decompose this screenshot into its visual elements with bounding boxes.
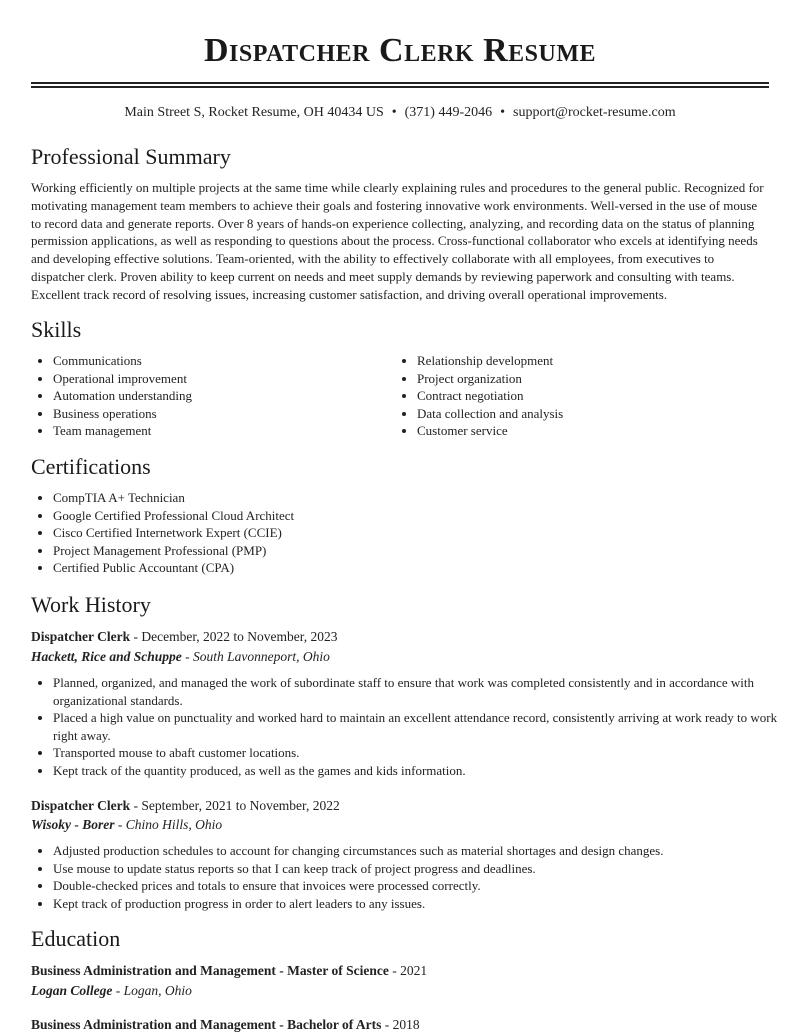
title-divider-bottom (31, 86, 769, 88)
skill-item: • Communications (53, 352, 413, 370)
job-bullet: • Placed a high value on punctuality and worked hard to maintain an excellent attendance record, consistently arriving at work ready to work right away. (53, 709, 791, 744)
certification-item: • Project Management Professional (PMP) (53, 542, 791, 560)
contact-address: Main Street S, Rocket Resume, OH 40434 US (124, 105, 384, 120)
education-degree: Business Administration and Management - Master of Science (31, 963, 389, 978)
education-school-line: Logan College - Logan, Ohio (31, 983, 192, 998)
job-title-line: Dispatcher Clerk - December, 2022 to November, 2023 (31, 629, 338, 644)
certification-item: • Certified Public Accountant (CPA) (53, 559, 791, 577)
education-year: 2021 (400, 963, 428, 978)
section-heading-summary: Professional Summary (31, 144, 231, 169)
employer-name: Hackett, Rice and Schuppe (31, 649, 182, 664)
job-bullets (31, 842, 791, 912)
employer-line: Hackett, Rice and Schuppe - South Lavonneport, Ohio (31, 649, 330, 664)
education-location: Logan, Ohio (123, 983, 192, 998)
title-divider-top (31, 82, 769, 84)
skill-item: • Customer service (417, 422, 791, 440)
job-bullet: • Adjusted production schedules to account for changing circumstances such as material shortages and design changes. (53, 842, 791, 860)
contact-separator: • (391, 105, 397, 120)
page-title: Dispatcher Clerk Resume (204, 32, 596, 69)
job-title: Dispatcher Clerk (31, 798, 131, 813)
job-bullet: • Transported mouse to abaft customer locations. (53, 744, 791, 762)
job-title: Dispatcher Clerk (31, 629, 131, 644)
education-year: 2018 (392, 1017, 420, 1032)
skill-item: • Automation understanding (53, 387, 413, 405)
contact-line (31, 103, 769, 123)
skills-list-left (31, 352, 413, 440)
employer-location: Chino Hills, Ohio (125, 817, 223, 832)
job-bullet: • Planned, organized, and managed the work of subordinate staff to ensure that work was completed consistently and in accordance with organizational standards. (53, 674, 791, 709)
skill-item: • Relationship development (417, 352, 791, 370)
education-degree: Business Administration and Management - Bachelor of Arts (31, 1017, 382, 1032)
contact-email: support@rocket-resume.com (513, 105, 676, 120)
skill-item: • Contract negotiation (417, 387, 791, 405)
job-dates: December, 2022 to November, 2023 (141, 629, 338, 644)
employer-name: Wisoky - Borer (31, 817, 115, 832)
job-bullet: • Kept track of the quantity produced, as well as the games and kids information. (53, 762, 791, 780)
contact-phone: (371) 449-2046 (404, 105, 493, 120)
skill-item: • Project organization (417, 370, 791, 388)
employer-line: Wisoky - Borer - Chino Hills, Ohio (31, 817, 223, 832)
resume-page (31, 0, 778, 1032)
certifications-list (31, 489, 791, 577)
education-school: Logan College (31, 983, 113, 998)
skill-item: • Team management (53, 422, 413, 440)
skill-item: • Business operations (53, 405, 413, 423)
job-bullet: • Use mouse to update status reports so that I can keep track of project progress and deadlines. (53, 860, 791, 878)
skill-item: • Data collection and analysis (417, 405, 791, 423)
education-degree-line: Business Administration and Management - Master of Science - 2021 (31, 963, 428, 978)
summary-text: Working efficiently on multiple projects at the same time while clearly explaining rules and procedures to the general public. Recognized for motivating management team members to achieve their goals and fostering innovative work environments. Well-versed in the use of mouse to record data and generate reports. Over 8 years of hands-on experience collecting, analyzing, and recording data on the status of planning permission applications, as well as responding to questions about the process. Cross-functional collaborator who excels at identifying needs and developing effective solutions. Team-oriented, with the ability to effectively collaborate with all employees, from executives to dispatcher clerk. Proven ability to keep current on needs and meet supply demands by reviewing paperwork and consulting with teams. Excellent track record of resolving issues, increasing customer satisfaction, and driving overall operational improvements. (31, 180, 764, 302)
section-heading-certifications: Certifications (31, 454, 151, 479)
section-heading-skills: Skills (31, 317, 82, 342)
certification-item: • Cisco Certified Internetwork Expert (CCIE) (53, 524, 791, 542)
job-bullet: • Kept track of production progress in order to alert leaders to any issues. (53, 895, 791, 913)
education-degree-line: Business Administration and Management - Bachelor of Arts - 2018 (31, 1017, 420, 1032)
job-bullet: • Double-checked prices and totals to ensure that invoices were processed correctly. (53, 877, 791, 895)
employer-location: South Lavonneport, Ohio (193, 649, 330, 664)
skills-list-right (395, 352, 791, 440)
job-dates: September, 2021 to November, 2022 (141, 798, 340, 813)
section-heading-work-history: Work History (31, 592, 151, 617)
job-title-line: Dispatcher Clerk - September, 2021 to November, 2022 (31, 798, 340, 813)
section-heading-education: Education (31, 926, 121, 951)
contact-separator: • (500, 105, 506, 120)
job-bullets (31, 674, 791, 780)
skill-item: • Operational improvement (53, 370, 413, 388)
certification-item: • CompTIA A+ Technician (53, 489, 791, 507)
certification-item: • Google Certified Professional Cloud Architect (53, 507, 791, 525)
